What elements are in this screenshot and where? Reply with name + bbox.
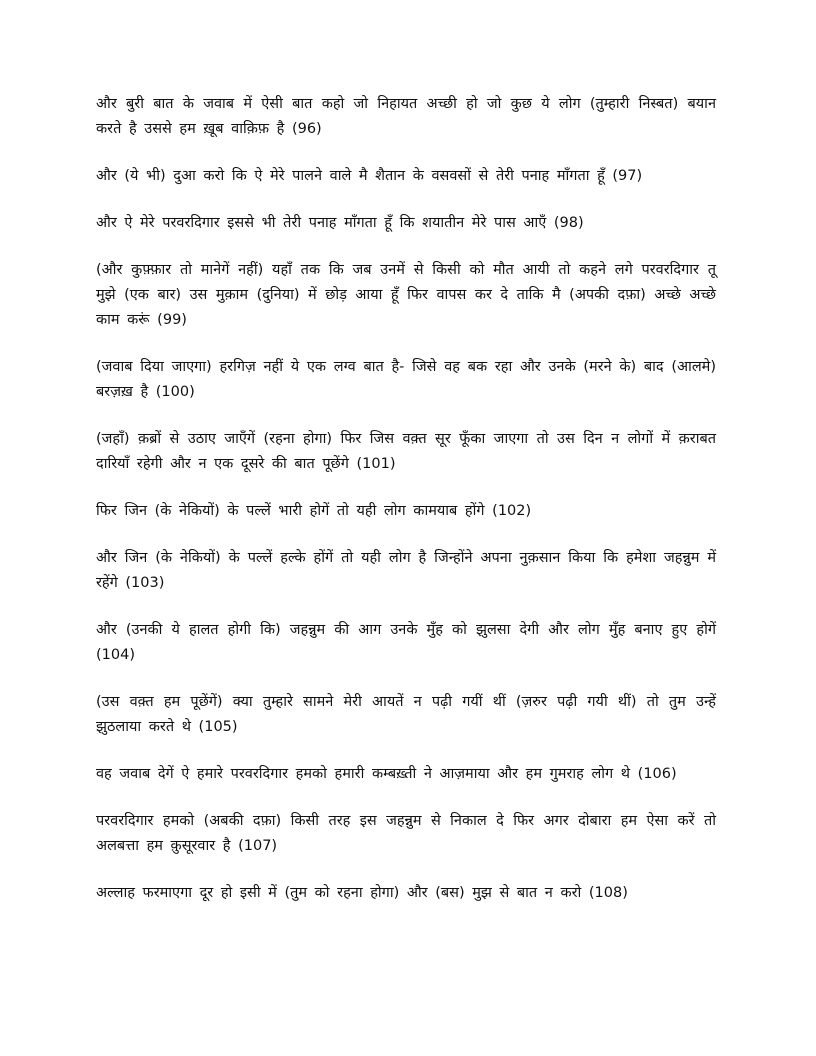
verse-99: (और कुफ़्फ़ार तो मानेगें नहीं) यहाँ तक कि जब उनमें से किसी को मौत आयी तो कहने लगे परवरदिगार तू मुझे (एक बार) उस मुक़ाम (दुनिया) में छोड़ आया हूँ फिर वापस कर दे ताकि मै (अपकी दफ़ा) अच्छे अच्छे काम करूं (99) [96,262,716,328]
verse-106: वह जवाब देगें ऐ हमारे परवरदिगार हमको हमारी कम्बख़्ती ने आज़माया और हम गुमराह लोग थे (106) [96,766,677,782]
verse-101: (जहाँ) क़ब्रों से उठाए जाएँगें (रहना होगा) फिर जिस वक़्त सूर फूँका जाएगा तो उस दिन न लोगों में क़राबत दारियाँ रहेगी और न एक दूसरे की बात पूछेंगे (101) [96,431,716,472]
verse-105: (उस वक़्त हम पूछेंगें) क्या तुम्हारे सामने मेरी आयतें न पढ़ी गयीं थीं (ज़रुर पढ़ी गयी थीं) तो तुम उन्हें झुठलाया करते थे (105) [96,694,716,735]
verse-107: परवरदिगार हमको (अबकी दफ़ा) किसी तरह इस जहन्नुम से निकाल दे फिर अगर दोबारा हम ऐसा करें तो अलबत्ता हम क़ुसूरवार है (107) [96,813,716,854]
verse-96: और बुरी बात के जवाब में ऐसी बात कहो जो निहायत अच्छी हो जो कुछ ये लोग (तुम्हारी निस्बत) बयान करते है उससे हम ख़ूब वाक़िफ़ है (96) [96,96,716,137]
verse-104: और (उनकी ये हालत होगी कि) जहन्नुम की आग उनके मुँह को झुलसा देगी और लोग मुँह बनाए हुए होगें (104) [96,622,716,663]
verse-102: फिर जिन (के नेकियों) के पल्लें भारी होगें तो यही लोग कामयाब होंगे (102) [96,503,532,519]
verse-108: अल्लाह फरमाएगा दूर हो इसी में (तुम को रहना होगा) और (बस) मुझ से बात न करो (108) [96,885,628,901]
verse-100: (जवाब दिया जाएगा) हरगिज़ नहीं ये एक लग्व बात है- जिसे वह बक रहा और उनके (मरने के) बाद (आलमे) बरज़ख़ है (100) [96,359,716,400]
verse-98: और ऐ मेरे परवरदिगार इससे भी तेरी पनाह माँगता हूँ कि शयातीन मेरे पास आएँ (98) [96,215,584,231]
document-page [96,92,716,928]
verse-103: और जिन (के नेकियों) के पल्लें हल्के होंगें तो यही लोग है जिन्होंने अपना नुक़सान किया कि हमेशा जहन्नुम में रहेंगे (103) [96,550,716,591]
verse-97: और (ये भी) दुआ करो कि ऐ मेरे पालने वाले मै शैतान के वसवसों से तेरी पनाह माँगता हूँ (97) [96,168,643,184]
